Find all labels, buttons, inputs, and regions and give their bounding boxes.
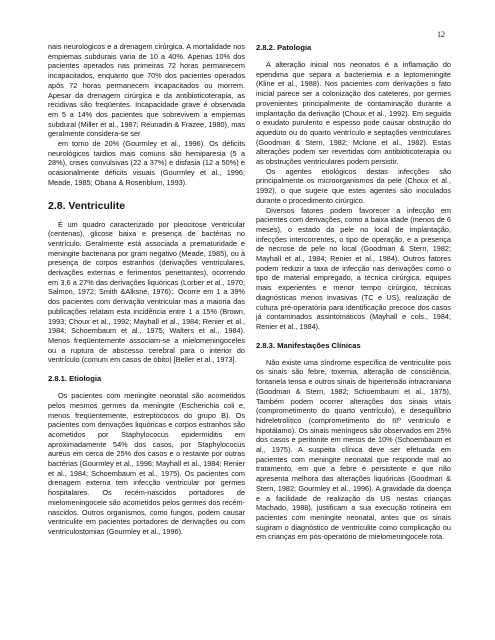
- ventriculite-paragraph: É um quadro caracterizado por pleocitose ventricular (centenas), glicose baixa e presença de bactérias no ventrículo. Geralmente está associada a prematuridade e meningite bacteriana por gram negativo (Meade, 1985), ou à presença de corpos estranhos (derivações ventriculares, derivações externas e ferimentos penetrantes), ocorrendo em 3,6 a 27% das derivações liquóricas (Lorber et al., 1970; Salmon, 1972; Smith &Alksne, 1976);. Ocorre em 1 a 39% dos pacientes com derivação ventricular mas a maioria das publicações relatam esta incidência entre 1 a 15% (Brown, 1993; Choux et al., 1992; Mayhall et al., 1984; Renier et al., 1984; Schoembaum et al., 1975; Walters et al., 1984). Menos freqüentemente associam-se a mielomeningoceles ou a ruptura de abscesso cerebral para o interior do ventrículo (comum em casos de óbito) [Beller et al., 1973].: [48, 219, 245, 365]
- subsection-heading-manifestacoes: 2.8.3. Manifestações Clínicas: [256, 340, 361, 350]
- manifestacoes-paragraph: Não existe uma síndrome específica de ventriculite pois os sinais são febre, toxemia, alteração de consciência, fontanela tensa e outros sinais de hipertensão intracraniana (Goodman & Stern, 1982; Schoembaum et al., 1975), Também podem ocorrer alterações dos sinais vitais (comprometimento do quarto ventrículo), e desequilíbrio hidreletrolítico (comprometimento do IIIº ventrículo e hipotálamo). Os sinais meníngeos são observados em 25% dos casos e peritonite em menos de 10% (Schoembaum et al., 1975). A suspeita clínica deve ser efetuada em pacientes com meningite neonatal que responde mal ao tratamento, em que a febre é persistente e que não apresenta melhora das alterações liquóricas (Goodman & Stern, 1982; Gourmley et al., 1996). A gravidade da doença e a facilidade de realização da US nestas crianças Machado, 1988), justificam a sua execução rotineira em pacientes com meningite neonatal, antes que os sinais sugiram o diagnóstico de ventriculite como complicação ou em crianças em pós-operatório de mielomeningocele rota.: [256, 357, 451, 542]
- empiema-paragraph: nais neurológicos e a drenagem cirúrgica. A mortalidade nos empiemas subdurais varia de 10 a 40%. Apenas 10% dos pacientes operados nas primeiras 72 horas permanecem incapacitados, enquanto que 70% dos pacientes operados após 72 horas permanecem incapacitados ou morrem. Apesar da drenagem cirúrgica e da antibioticoterapia, as recidivas são freqüentes. Incapacidade grave é observada em 5 a 14% dos pacientes que sobrevivem a empiemas subdural (Miller et al., 1987; Reunadin & Frazee, 1980), mas geralmente considera-se ser: [48, 42, 245, 139]
- right-column: [256, 42, 451, 542]
- left-column: [48, 42, 245, 537]
- agentes-paragraph: Os agentes etiológicos destas infecções são principalmente os microorganismos da pele (Choux et al., 1992), o que sugere que estes agentes são inoculados durante o procedimento cirúrgico.: [256, 166, 451, 205]
- page-number: 12: [437, 30, 445, 39]
- etiologia-paragraph: Os pacientes com meningite neonatal são acometidos pelos mesmos germes da meningite (Escherichia coli e, menos freqüentemente, estreptococos do grupo B). Os pacientes com derivações liquóricas e corpos estranhos são acometidos por Staphylococus epidermiditis em aproximadamente 54% dos casos, por Staphylococus aureus em cerca de 25% dos casos e o restante por outras bactérias (Gourmley et al., 1996; Mayhall et al., 1984; Renier et al., 1984; Schoembaum et al., 1975). Os pacientes com drenagem externa tem infecção ventricular por germes hospitalares. Os recém-nascidos portadores de mielomeningocele são acometidos pelos germes dos recém-nascidos. Outros organismos, como fungos, podem causar ventriculite em pacientes portadores de derivações ou com ventriculostomias (Gourmley et al., 1996).: [48, 391, 245, 536]
- subsection-heading-patologia: 2.8.2. Patologia: [256, 43, 312, 52]
- deficits-paragraph: em torno de 20% (Gourmley et al., 1996). Os déficits neurológicos tardios mais comuns são hemiparesia (5 a 28%), crises convulsivas (22 a 37%) e disfasia (12 a 50%) e ocasionalmente déficits visuais (Gourmley et al., 1996; Meade, 1985; Obana & Rosenblum, 1993).: [48, 139, 245, 187]
- section-heading-ventriculite: 2.8. Ventriculite: [48, 199, 126, 212]
- patologia-paragraph: A alteração inicial nos neonatos é a inflamação do ependima que separa a bacteriemia e a leptomeningite (Kline et al., 1988). Nos pacientes com derivações o fato inicial parece ser a colonização dos cateteres, por germes provenientes principalmente de contaminação durante a implantação da derivação (Choux et al., 1992). Em seguida o exudato purulento e espesso pode causar obstrução do aqueduto ou do quarto ventrículo e septações ventriculares (Goodman & Stern, 1982; Mclone et al., 1982). Estas alterações podem ser revertidas com antibioticoterapia ou as obstruções ventriculares podem persistir.: [256, 60, 451, 167]
- subsection-heading-etiologia: 2.8.1. Etiologia: [48, 374, 102, 384]
- fatores-paragraph: Diversos fatores podem favorecer a infecção em pacientes com derivações, como a baixa idade (menos de 6 meses), o estado da pele no local de implantação, infecções intercorrentes, o tipo de operação, e a presença de necrose de pele no local (Goodman & Stern, 1982; Mayhall et al., 1984; Renier et al., 1984). Outros fatores podem reduzir a taxa de infecção nas derivações como o tipo de material empregado, a técnica cirúrgica, equipes mais experientes e menor tempo cirúrgico, técnicas diagnósticas menos invasivas (TC e US), realização de cultura pré-operatória para identificação precoce dos casos já contaminados assintomáticos (Mayhall e cols., 1984; Renier et al., 1984).: [256, 205, 451, 331]
